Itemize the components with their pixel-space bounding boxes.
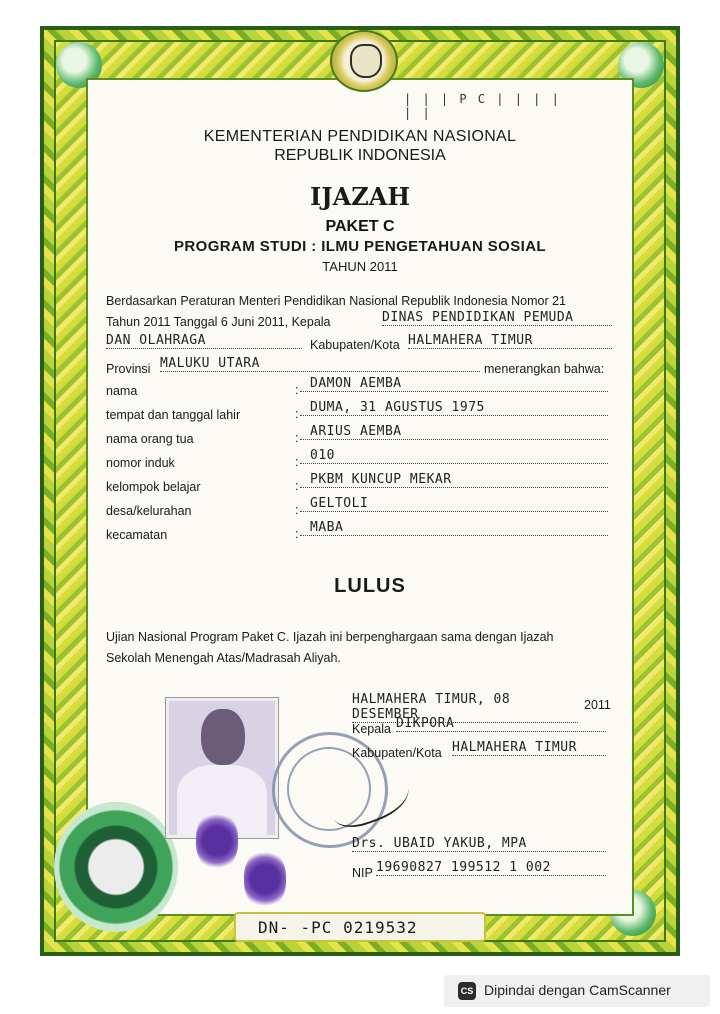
field-value-district: MABA bbox=[300, 520, 608, 536]
province-value: MALUKU UTARA bbox=[160, 356, 480, 372]
fingerprint-icon bbox=[196, 812, 238, 870]
result-status: LULUS bbox=[334, 575, 406, 597]
pc-code-box: | | | P C | | | | | | bbox=[404, 92, 561, 120]
sign-year: 2011 bbox=[584, 698, 611, 712]
place-date: HALMAHERA TIMUR, 08 DESEMBER bbox=[352, 692, 578, 723]
colon: : bbox=[295, 406, 299, 421]
field-value-birth: DUMA, 31 AGUSTUS 1975 bbox=[300, 400, 608, 416]
camscanner-text: Dipindai dengan CamScanner bbox=[484, 982, 671, 998]
garuda-emblem-icon bbox=[330, 30, 398, 92]
nip-label: NIP bbox=[352, 866, 373, 880]
official-name: Drs. UBAID YAKUB, MPA bbox=[352, 836, 606, 852]
kab-value: HALMAHERA TIMUR bbox=[408, 333, 612, 349]
colon: : bbox=[295, 478, 299, 493]
intro-line-1: Berdasarkan Peraturan Menteri Pendidikan Nasional Republik Indonesia Nomor 21 bbox=[106, 294, 566, 308]
field-label-village: desa/kelurahan bbox=[106, 504, 192, 518]
colon: : bbox=[295, 502, 299, 517]
states-text: menerangkan bahwa: bbox=[484, 362, 605, 376]
package-name: PAKET C bbox=[325, 218, 395, 235]
colon: : bbox=[295, 454, 299, 469]
field-value-village: GELTOLI bbox=[300, 496, 608, 512]
field-value-study-group: PKBM KUNCUP MEKAR bbox=[300, 472, 608, 488]
field-label-nama: nama bbox=[106, 384, 138, 398]
camscanner-badge bbox=[444, 975, 710, 1007]
field-value-nama: DAMON AEMBA bbox=[300, 376, 608, 392]
study-program: PROGRAM STUDI : ILMU PENGETAHUAN SOSIAL bbox=[174, 238, 546, 255]
sign-kab-label: Kabupaten/Kota bbox=[352, 746, 442, 760]
colon: : bbox=[295, 382, 299, 397]
camscanner-icon: CS bbox=[458, 982, 476, 1000]
field-label-birth: tempat dan tanggal lahir bbox=[106, 408, 241, 422]
statement-line-2: Sekolah Menengah Atas/Madrasah Aliyah. bbox=[106, 651, 341, 665]
colon: : bbox=[295, 430, 299, 445]
intro-line-2: Tahun 2011 Tanggal 6 Juni 2011, Kepala bbox=[106, 315, 331, 329]
field-label-parent: nama orang tua bbox=[106, 432, 194, 446]
field-value-student-number: 010 bbox=[300, 448, 608, 464]
certificate-title: IJAZAH bbox=[309, 182, 411, 211]
colon: : bbox=[295, 526, 299, 541]
province-label: Provinsi bbox=[106, 362, 151, 376]
certificate-year: TAHUN 2011 bbox=[322, 259, 398, 274]
hologram-seal-icon bbox=[54, 802, 178, 932]
agency-line-2: DAN OLAHRAGA bbox=[106, 333, 302, 349]
serial-number: DN- -PC 0219532 bbox=[258, 918, 418, 937]
field-value-parent: ARIUS AEMBA bbox=[300, 424, 608, 440]
field-label-district: kecamatan bbox=[106, 528, 168, 542]
nip-value: 19690827 199512 1 002 bbox=[376, 860, 606, 876]
kab-label: Kabupaten/Kota bbox=[310, 338, 400, 352]
republic-name: REPUBLIK INDONESIA bbox=[274, 147, 446, 164]
field-label-study-group: kelompok belajar bbox=[106, 480, 201, 494]
fingerprint-icon bbox=[244, 850, 286, 908]
agency-line-1: DINAS PENDIDIKAN PEMUDA bbox=[382, 310, 612, 326]
statement-line-1: Ujian Nasional Program Paket C. Ijazah ini berpenghargaan sama dengan Ijazah bbox=[106, 630, 554, 644]
field-label-student-number: nomor induk bbox=[106, 456, 175, 470]
head-label: Kepala bbox=[352, 722, 391, 736]
sign-kab-value: HALMAHERA TIMUR bbox=[452, 740, 606, 756]
head-value: DIKPORA bbox=[396, 716, 606, 732]
ministry-name: KEMENTERIAN PENDIDIKAN NASIONAL bbox=[203, 128, 517, 145]
